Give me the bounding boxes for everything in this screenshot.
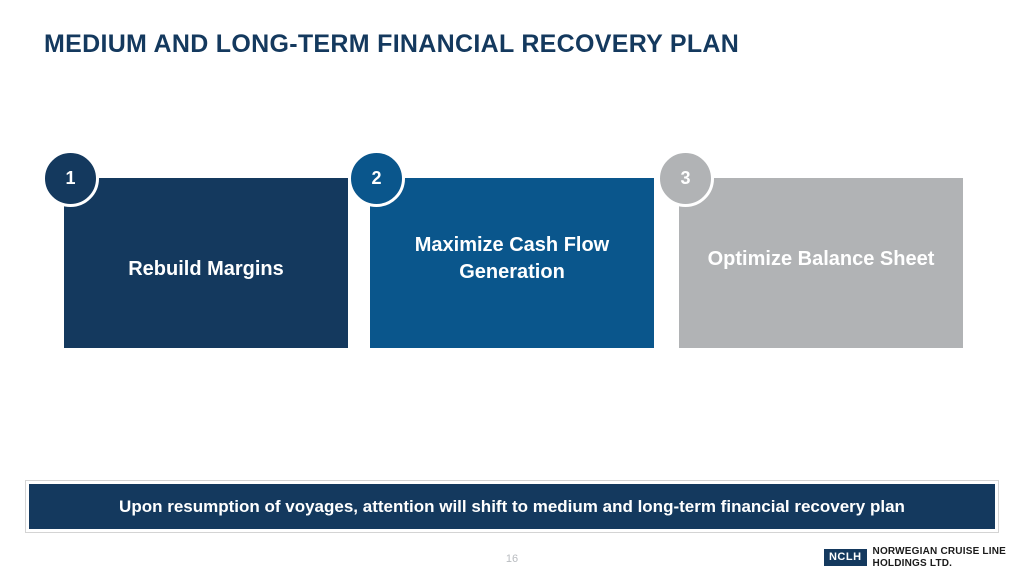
logo-text-line2: HOLDINGS LTD. bbox=[872, 557, 953, 569]
logo-text-line1: NORWEGIAN CRUISE LINE bbox=[872, 546, 1006, 557]
summary-banner: Upon resumption of voyages, attention will shift to medium and long-term financial recovery plan bbox=[26, 481, 998, 532]
step-card-3-body bbox=[679, 178, 963, 348]
step-badge-1: 1 bbox=[42, 150, 99, 207]
step-card-3-label: Optimize Balance Sheet bbox=[707, 247, 935, 270]
step-card-1-label: Rebuild Margins bbox=[128, 257, 284, 280]
page-title: MEDIUM AND LONG-TERM FINANCIAL RECOVERY PLAN bbox=[44, 30, 740, 58]
step-card-2[interactable] bbox=[370, 168, 654, 348]
step-card-1[interactable] bbox=[64, 168, 348, 348]
company-logo bbox=[824, 546, 1006, 569]
step-badge-3: 3 bbox=[657, 150, 714, 207]
logo-text bbox=[873, 546, 1006, 569]
step-card-1-body bbox=[64, 178, 348, 348]
page-number: 16 bbox=[505, 553, 519, 565]
step-card-3[interactable] bbox=[679, 168, 963, 348]
step-card-2-body bbox=[370, 178, 654, 348]
step-card-2-label: Maximize Cash Flow Generation bbox=[414, 234, 610, 283]
step-badge-2: 2 bbox=[348, 150, 405, 207]
recovery-plan-steps bbox=[64, 168, 964, 348]
logo-mark: NCLH bbox=[824, 549, 867, 566]
